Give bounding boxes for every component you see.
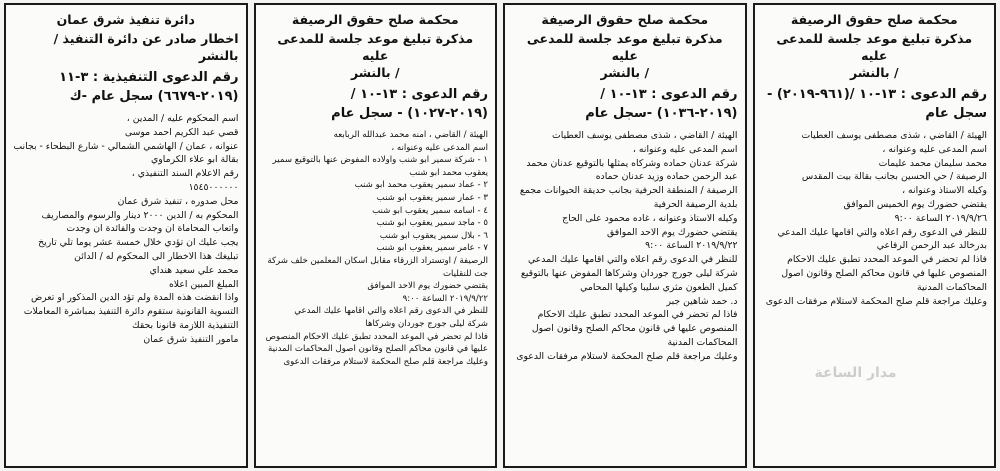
notice-line: فاذا لم تحضر في الموعد المحدد تطبق عليك الاحكام المنصوص عليها في قانون محاكم الصلح وقانون اصول المحاكمات المدنية [265, 331, 488, 355]
notice-line: واذا انقضت هذه المدة ولم تؤد الدين المذكور او تعرض التسوية القانونية ستقوم دائرة التنفيذ بمباشرة المعاملات التنفيذية اللازمة قانونا بحقك [23, 292, 239, 331]
case-number: رقم الدعوى : ١٣-١٠ /(٩٦١-٢٠١٩) - [767, 87, 987, 102]
notice-line: اسم المدعى عليه وعنوانه ، [632, 143, 738, 155]
notice-line: فاذا لم تحضر في الموعد المحدد تطبق عليك الاحكام المنصوص عليها في قانون محاكم الصلح وقانون اصول المحاكمات المدنية [781, 254, 987, 293]
notice-line: مامور التنفيذ شرق عمان [143, 333, 239, 345]
notice-line: المحكوم به / الدين ٢٠٠٠ دينار والرسوم والمصاريف واتعاب المحاماة ان وجدت والفائدة ان وجدت [41, 209, 239, 235]
notice-line: محل صدوره ، تنفيذ شرق عمان [117, 195, 239, 207]
notice-line: وعليك مراجعة قلم صلح المحكمة لاستلام مرفقات الدعوى [283, 356, 488, 367]
notice-line: ٢٠١٩/٩/٢٦ الساعة ٩:٠٠ [894, 212, 987, 224]
notice-line: وكيله الاستاذ وعنوانه ، [902, 185, 987, 197]
notice-line: ١٥٤٥٠٠٠٠٠٠ [188, 181, 239, 193]
notice-line: الرصيفة / حي الحسين بجانب بقالة بيت المقدس [801, 171, 987, 183]
notice-line: المبلغ المبين اعلاه [168, 278, 239, 290]
notice-line: محمد سليمان محمد عليمات [878, 157, 987, 169]
notice-line: عنوانه ، عمان / الهاشمي الشمالي - شارع البطحاء - بجانب بقالة ابو علاء الكرماوي [13, 140, 239, 166]
notice-line: يقتضي حضورك يوم الاحد الموافق [606, 226, 738, 238]
case-type: (٢٠١٩-١٠٢٧) - سجل عام [331, 106, 488, 121]
notice-line: الرصيفة / المنطقة الحرفية بجانب حديقة الحيوانات مجمع بلدية الرصيفة الحرفية [519, 185, 738, 210]
notice-line: وعليك مراجعة قلم صلح المحكمة لاستلام مرفقات الدعوى [765, 295, 987, 307]
notice-line: يقتضي حضورك يوم الاحد الموافق [367, 281, 488, 292]
notice-line: اسم المحكوم عليه / المدين ، [126, 113, 239, 124]
notice-body [762, 129, 988, 308]
notice-title: مذكرة تبليغ موعد جلسة للمدعى عليه [526, 31, 723, 63]
notice-line: ٤ - اسامه سمير يعقوب ابو شنب [372, 205, 488, 216]
court-notice-1 [753, 3, 997, 468]
court-name: محكمة صلح حقوق الرصيفة [541, 12, 709, 27]
case-number: رقم الدعوى التنفيذية : ٣-١١ [59, 70, 239, 85]
notice-line: اسم المدعى عليه وعنوانه ، [391, 142, 488, 153]
notice-line: ٣ - عمار سمير يعقوب ابو شنب [376, 192, 488, 203]
notice-line: للنظر في الدعوى رقم اعلاه والتي اقامها عليك المدعي [527, 254, 738, 266]
notice-line: وعليك مراجعة قلم صلح المحكمة لاستلام مرفقات الدعوى [516, 350, 738, 362]
notice-line: شركة ليلى جورج جوردان وشركاها [365, 318, 488, 329]
notice-line: د. حمد شاهين جبر [666, 295, 738, 307]
notice-line: ٢٠١٩/٩/٢٢ الساعة ٩:٠٠ [402, 293, 488, 304]
court-name: محكمة صلح حقوق الرصيفة [291, 12, 459, 27]
court-name: محكمة صلح حقوق الرصيفة [790, 12, 958, 27]
notice-line: ٧ - عامر سمير يعقوب ابو شنب [376, 243, 488, 254]
notice-line: اسم المدعى عليه وعنوانه ، [882, 143, 987, 155]
notice-line: الهيئة / القاضي ، امنه محمد عبدالله الربابعه [333, 130, 488, 140]
notice-line: محمد علي سعيد هنداي [149, 264, 239, 276]
notice-line: للنظر في الدعوى رقم اعلاه والتي اقامها عليك المدعي [294, 306, 488, 317]
court-name: دائرة تنفيذ شرق عمان [56, 12, 195, 27]
watermark-text: مدار الساعة [814, 365, 897, 381]
case-type: سجل عام [925, 106, 987, 121]
notice-line: ٦ - بلال سمير يعقوب ابو شنب [379, 230, 488, 241]
court-notice-2 [503, 3, 747, 468]
notice-line: الهيئة / القاضي ، شذى مصطفى يوسف العطيات [552, 130, 738, 141]
execution-notice [4, 3, 248, 468]
notice-body [13, 112, 239, 347]
notice-subtitle: / بالنشر [350, 65, 400, 80]
notice-title: مذكرة تبليغ موعد جلسة للمدعى عليه [776, 31, 973, 63]
notice-body [512, 129, 738, 364]
case-type: (٢٠١٩-٦٦٧٩) سجل عام -ك [69, 89, 239, 104]
notice-line: للنظر في الدعوى رقم اعلاه والتي اقامها عليك المدعي [777, 226, 987, 238]
court-notice-3 [254, 3, 498, 468]
notice-line: بدرخالد عبد الرحمن الرفاعي [876, 240, 987, 252]
notice-line: يقتضي حضورك يوم الخميس الموافق [843, 198, 987, 210]
notice-line: رقم الاعلام السند التنفيذي ، [131, 168, 239, 180]
notice-line: شركة ليلى جورج جوردان وشركاها المفوض عنها بالتوقيع كميل الطعون مثري سليبا وكيلها المحامي [520, 267, 738, 293]
case-type: (٢٠١٩-١٠٣٦) -سجل عام [585, 106, 738, 121]
notice-line: الهيئة / القاضي ، شذى مصطفى يوسف العطيات [801, 130, 987, 141]
notice-subtitle: / بالنشر [849, 65, 899, 80]
notice-line: ٥ - ماجد سمير يعقوب ابو شنب [376, 218, 488, 229]
case-number: رقم الدعوى : ١٣-١٠ / [600, 87, 738, 102]
notice-line: الرصيفة / اوتستراد الزرقاء مقابل اسكان المعلمين خلف شركة جت للنقليات [267, 255, 488, 279]
notice-line: ٢ - عماد سمير يعقوب محمد ابو شنب [354, 180, 488, 191]
notice-title: اخطار صادر عن دائرة التنفيذ / بالنشر [53, 31, 239, 63]
notice-line: ٢٠١٩/٩/٢٢ الساعة ٩:٠٠ [645, 240, 738, 252]
notice-line: فاذا لم تحضر في الموعد المحدد تطبق عليك الاحكام المنصوص عليها في قانون محاكم الصلح وقانون اصول المحاكمات المدنية [531, 309, 738, 348]
case-number: رقم الدعوى : ١٣-١٠ / [350, 87, 488, 102]
notice-line: شركة عدنان حماده وشركاه يمثلها بالتوقيع عدنان محمد عبد الرحمن حماده وزيد عدنان حماده [526, 157, 738, 183]
notice-line: وكيله الاستاذ وعنوانه ، غاده محمود على الحاج [562, 212, 738, 224]
notice-body [263, 129, 489, 368]
notice-title: مذكرة تبليغ موعد جلسة للمدعى عليه [277, 31, 474, 63]
notice-line: ١ - شركة سمير ابو شنب واولاده المفوض عنها بالتوقيع سمير يعقوب محمد ابو شنب [272, 155, 488, 178]
notice-subtitle: / بالنشر [600, 65, 650, 80]
notice-line: قصي عبد الكريم احمد موسى [124, 126, 239, 138]
notice-line: يجب عليك ان تؤدي خلال خمسة عشر يوما تلي تاريخ تبليغك هذا الاخطار الى المحكوم له / الدائن [38, 237, 239, 262]
